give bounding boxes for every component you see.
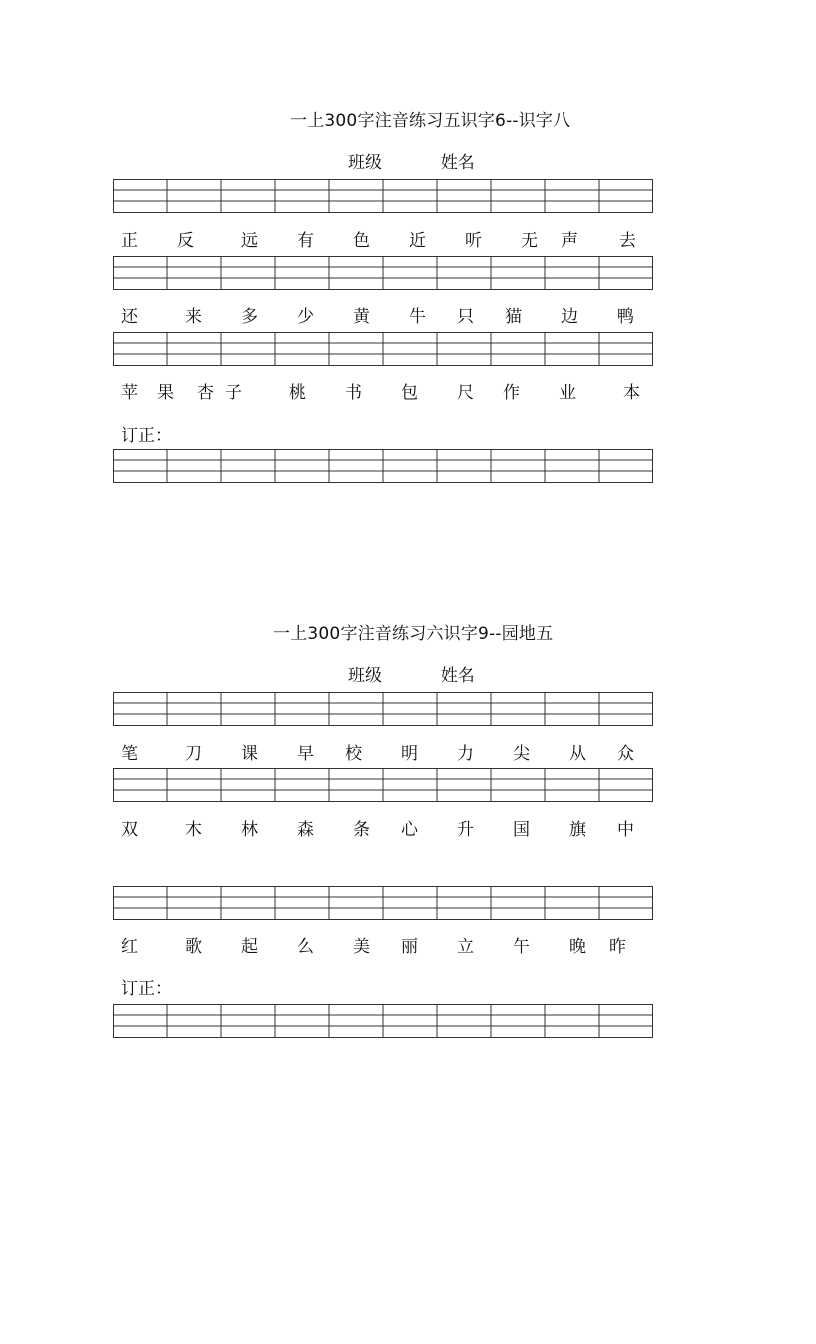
- hanzi-character: 尖: [513, 744, 530, 764]
- hanzi-character: 美: [353, 937, 370, 957]
- grid-lines: [113, 1004, 653, 1038]
- correction-grid[interactable]: [113, 1004, 653, 1038]
- hanzi-character: 鸭: [617, 307, 634, 327]
- hanzi-character: 旗: [569, 820, 586, 840]
- hanzi-character: 声: [561, 231, 578, 251]
- hanzi-character: 果: [157, 383, 174, 403]
- hanzi-character: 课: [241, 744, 258, 764]
- hanzi-character: 歌: [185, 937, 202, 957]
- hanzi-character: 反: [177, 231, 194, 251]
- hanzi-character: 森: [297, 820, 314, 840]
- hanzi-character: 来: [185, 307, 202, 327]
- hanzi-character: 刀: [185, 744, 202, 764]
- hanzi-character: 红: [121, 937, 138, 957]
- hanzi-character: 丽: [401, 937, 418, 957]
- correction-label: 订正：: [121, 979, 172, 999]
- class-label: 班级: [348, 153, 382, 173]
- hanzi-character: 午: [513, 937, 530, 957]
- hanzi-character: 无: [521, 231, 538, 251]
- worksheet-title: 一上300字注音练习六识字9--园地五: [273, 624, 554, 644]
- hanzi-character: 起: [241, 937, 258, 957]
- hanzi-character: 晚: [569, 937, 586, 957]
- grid-lines: [113, 692, 653, 726]
- hanzi-character: 少: [297, 307, 314, 327]
- hanzi-character: 笔: [121, 744, 138, 764]
- hanzi-character: 尺: [457, 383, 474, 403]
- character-row: [113, 739, 673, 765]
- class-label: 班级: [348, 666, 382, 686]
- hanzi-character: 中: [617, 820, 634, 840]
- hanzi-character: 条: [353, 820, 370, 840]
- hanzi-character: 去: [619, 231, 636, 251]
- hanzi-character: 近: [409, 231, 426, 251]
- pinyin-grid[interactable]: [113, 886, 653, 920]
- character-row: [113, 932, 673, 958]
- hanzi-character: 有: [297, 231, 314, 251]
- hanzi-character: 立: [457, 937, 474, 957]
- hanzi-character: 书: [345, 383, 362, 403]
- hanzi-character: 边: [561, 307, 578, 327]
- hanzi-character: 明: [401, 744, 418, 764]
- character-row: [113, 815, 673, 841]
- name-label: 姓名: [440, 666, 475, 686]
- hanzi-character: 力: [457, 744, 474, 764]
- hanzi-character: 双: [121, 820, 138, 840]
- worksheet-title: 一上300字注音练习五识字6--识字八: [290, 111, 571, 131]
- hanzi-character: 还: [121, 307, 138, 327]
- hanzi-character: 黄: [353, 307, 370, 327]
- hanzi-character: 国: [513, 820, 530, 840]
- hanzi-character: 从: [569, 744, 586, 764]
- pinyin-grid[interactable]: [113, 692, 653, 726]
- hanzi-character: 众: [617, 744, 634, 764]
- hanzi-character: 杏: [197, 383, 214, 403]
- hanzi-character: 林: [241, 820, 258, 840]
- hanzi-character: 远: [241, 231, 258, 251]
- hanzi-character: 子: [225, 383, 242, 403]
- hanzi-character: 正: [121, 231, 138, 251]
- hanzi-character: 早: [297, 744, 314, 764]
- hanzi-character: 心: [401, 820, 418, 840]
- hanzi-character: 色: [353, 231, 370, 251]
- hanzi-character: 昨: [609, 937, 626, 957]
- hanzi-character: 业: [559, 383, 576, 403]
- hanzi-character: 本: [623, 383, 640, 403]
- hanzi-character: 多: [241, 307, 258, 327]
- hanzi-character: 听: [465, 231, 482, 251]
- pinyin-grid[interactable]: [113, 768, 653, 802]
- hanzi-character: 作: [503, 383, 520, 403]
- grid-lines: [113, 886, 653, 920]
- grid-lines: [113, 768, 653, 802]
- hanzi-character: 校: [345, 744, 362, 764]
- hanzi-character: 升: [457, 820, 474, 840]
- hanzi-character: 桃: [289, 383, 306, 403]
- hanzi-character: 包: [401, 383, 418, 403]
- correction-label: 订正：: [121, 426, 172, 446]
- hanzi-character: 牛: [409, 307, 426, 327]
- hanzi-character: 只: [457, 307, 474, 327]
- hanzi-character: 猫: [505, 307, 522, 327]
- hanzi-character: 苹: [121, 383, 138, 403]
- student-info: [348, 661, 475, 686]
- name-label: 姓名: [440, 153, 475, 173]
- hanzi-character: 么: [297, 937, 314, 957]
- hanzi-character: 木: [185, 820, 202, 840]
